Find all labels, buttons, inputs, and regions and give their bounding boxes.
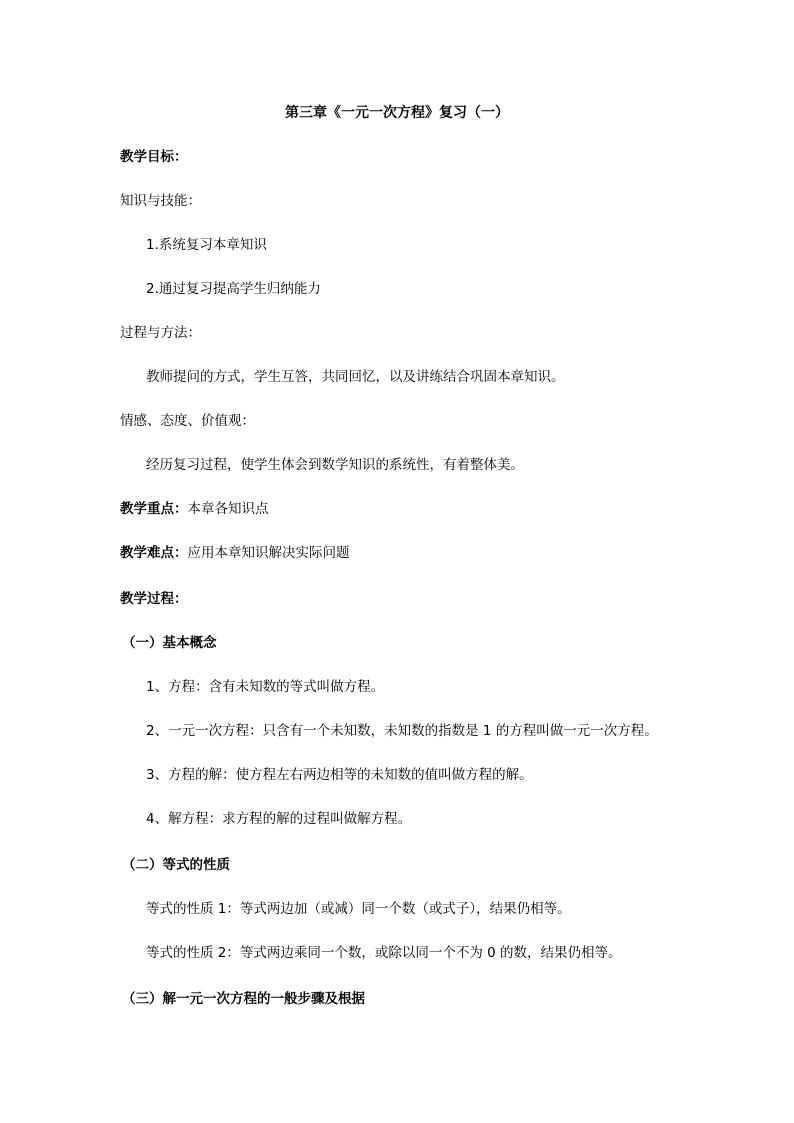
section2-heading: （二）等式的性质 (122, 857, 230, 873)
process-method-heading: 过程与方法： (120, 325, 201, 341)
concept-item: 4、解方程：求方程的解的过程叫做解方程。 (146, 811, 412, 827)
knowledge-item: 2.通过复习提高学生归纳能力 (146, 281, 321, 297)
concept-item: 2、一元一次方程：只含有一个未知数，未知数的指数是 1 的方程叫做一元一次方程。 (146, 723, 658, 739)
emotion-heading: 情感、态度、价值观： (120, 413, 255, 429)
section3-heading: （三）解一元一次方程的一般步骤及根据 (122, 991, 365, 1007)
process-method-text: 教师提问的方式，学生互答，共同回忆，以及讲练结合巩固本章知识。 (146, 369, 565, 385)
property-item: 等式的性质 1：等式两边加（或减）同一个数（或式子），结果仍相等。 (146, 901, 571, 917)
objectives-heading: 教学目标： (120, 149, 188, 165)
knowledge-heading: 知识与技能： (120, 193, 201, 209)
emotion-text: 经历复习过程，使学生体会到数学知识的系统性，有着整体美。 (146, 457, 524, 473)
document-title: 第三章《一元一次方程》复习（一） (285, 105, 509, 121)
key-point-text: 本章各知识点 (187, 501, 269, 517)
difficulty-line (120, 544, 350, 562)
difficulty-text: 应用本章知识解决实际问题 (187, 545, 350, 561)
concept-item: 1、方程：含有未知数的等式叫做方程。 (146, 679, 385, 695)
section1-heading: （一）基本概念 (122, 635, 217, 651)
property-item: 等式的性质 2：等式两边乘同一个数，或除以同一个不为 0 的数，结果仍相等。 (146, 945, 622, 961)
knowledge-item: 1.系统复习本章知识 (146, 237, 267, 253)
key-point-label: 教学重点： (120, 501, 188, 517)
teaching-process-heading: 教学过程： (120, 591, 188, 607)
difficulty-label: 教学难点： (120, 545, 188, 561)
concept-item: 3、方程的解：使方程左右两边相等的未知数的值叫做方程的解。 (146, 767, 533, 783)
key-point-line (120, 500, 269, 518)
